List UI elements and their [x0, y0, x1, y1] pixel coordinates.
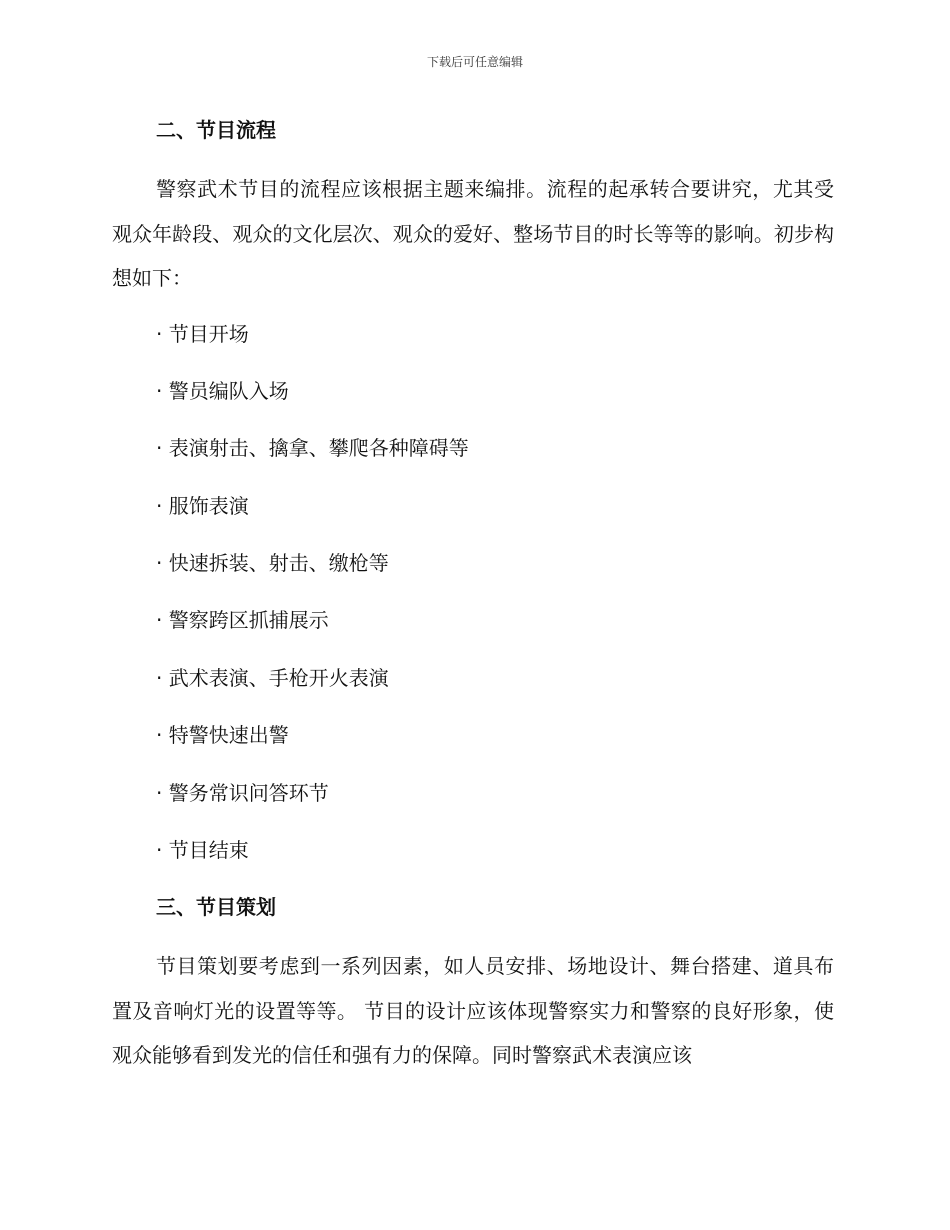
list-item: · 警察跨区抓捕展示 [156, 608, 329, 633]
list-item: · 警员编队入场 [156, 378, 289, 403]
list-item: · 武术表演、手枪开火表演 [156, 665, 389, 690]
document-body [112, 110, 834, 1091]
list-item: · 服饰表演 [156, 493, 249, 518]
list-item: · 节目开场 [156, 321, 249, 346]
list-item: · 表演射击、擒拿、攀爬各种障碍等 [156, 436, 469, 461]
section-heading-process: 二、节目流程 [156, 118, 276, 142]
planning-paragraph: 节目策划要考虑到一系列因素，如人员安排、场地设计、舞台搭建、道具布置及音响灯光的设置等等。 节目的设计应该体现警察实力和警察的良好形象，使观众能够看到发光的信任和强有力的保障。同时警察武术表演应该 [112, 954, 834, 1068]
process-paragraph: 警察武术节目的流程应该根据主题来编排。流程的起承转合要讲究，尤其受观众年龄段、观众的文化层次、观众的爱好、整场节目的时长等等的影响。初步构想如下： [112, 177, 834, 290]
list-item: · 节目结束 [156, 838, 249, 863]
list-item: · 快速拆装、射击、缴枪等 [156, 551, 389, 576]
page-header: 下载后可任意编辑 [426, 55, 523, 69]
list-item: · 特警快速出警 [156, 723, 289, 748]
process-list [112, 314, 834, 871]
section-heading-planning: 三、节目策划 [156, 895, 276, 920]
list-item: · 警务常识问答环节 [156, 780, 329, 805]
